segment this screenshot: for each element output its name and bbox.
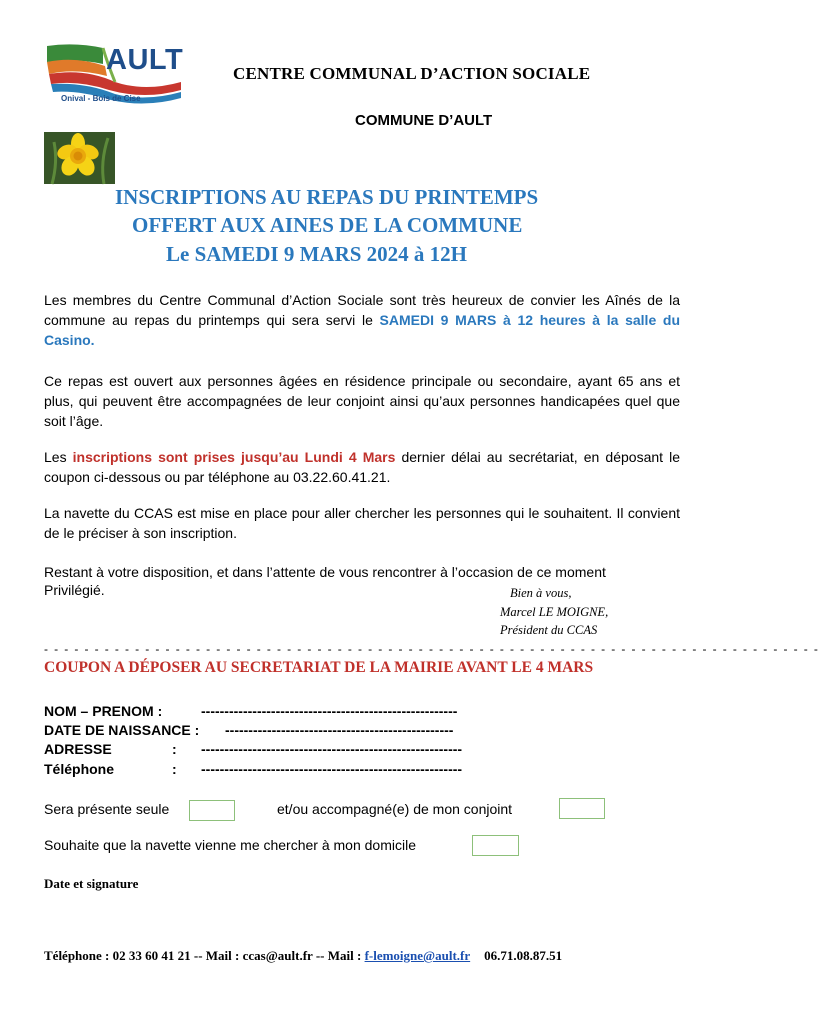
signature-name: Marcel LE MOIGNE, bbox=[500, 605, 609, 619]
phone-colon: : bbox=[172, 761, 177, 777]
shuttle-request-label: Souhaite que la navette vienne me chercher à mon domicile bbox=[44, 837, 416, 853]
cut-line-separator: - - - - - - - - - - - - - - - - - - - - - - - - - - - - - - - - - - - - - - - - - - - - - - - - - - - - - - - - - - - - - - - - - - - - - - - - - - - - - bbox=[44, 642, 819, 656]
logo-subtitle: Onival - Bois de Cise bbox=[61, 94, 141, 103]
daffodil-image bbox=[44, 132, 115, 184]
address-label: ADRESSE bbox=[44, 741, 112, 757]
email-link[interactable]: f-lemoigne@ault.fr bbox=[364, 948, 471, 963]
signature-greeting: Bien à vous, bbox=[510, 586, 572, 600]
closing-paragraph-end: Privilégié. bbox=[44, 582, 105, 598]
intro-paragraph bbox=[44, 290, 680, 350]
intro-text: Les membres du Centre Communal d’Action Sociale sont très heureux de convier les Aînés de la commune au repas du printemps qui sera servi le bbox=[44, 292, 680, 328]
footer-contacts: Téléphone : 02 33 60 41 21 -- Mail : ccas@ault.fr -- Mail : bbox=[44, 948, 365, 963]
registration-pre: Les bbox=[44, 449, 73, 465]
event-title-line-2: OFFERT AUX AINES DE LA COMMUNE bbox=[132, 213, 523, 237]
date-signature-label: Date et signature bbox=[44, 876, 139, 891]
registration-post: dernier délai au secrétariat, en déposant le coupon ci-dessous ou par téléphone au 03.22.60.41.21. bbox=[44, 449, 681, 485]
logo-wordmark: AULT bbox=[106, 44, 184, 76]
address-dashes: -------------------------------------------------------- bbox=[201, 741, 463, 757]
header-organization: CENTRE COMMUNAL D’ACTION SOCIALE bbox=[233, 64, 591, 83]
footer-mobile: 06.71.08.87.51 bbox=[484, 948, 563, 963]
eligibility-paragraph: Ce repas est ouvert aux personnes âgées en résidence principale ou secondaire, ayant 65 ans et plus, qui peuvent être accompagnées de leur conjoint ainsi qu’aux personnes handicapées quel que soit l’âge. bbox=[44, 373, 680, 429]
closing-paragraph: Restant à votre disposition, et dans l’attente de vous rencontrer à l’occasion de ce moment bbox=[44, 564, 606, 580]
shuttle-request-checkbox[interactable] bbox=[472, 835, 519, 856]
birthdate-dashes: ------------------------------------------------- bbox=[225, 722, 454, 738]
registration-paragraph bbox=[44, 447, 680, 487]
birthdate-label: DATE DE NAISSANCE : bbox=[44, 722, 200, 738]
registration-deadline-highlight: inscriptions sont prises jusqu’au Lundi 4 Mars bbox=[72, 449, 396, 465]
name-label: NOM – PRENOM : bbox=[44, 703, 163, 719]
address-field[interactable] bbox=[44, 741, 463, 757]
phone-dashes: -------------------------------------------------------- bbox=[201, 761, 463, 777]
name-dashes: ------------------------------------------------------- bbox=[201, 703, 458, 719]
phone-field[interactable] bbox=[44, 761, 463, 777]
shuttle-paragraph: La navette du CCAS est mise en place pour aller chercher les personnes qui le souhaitent. Il convient de le préciser à son inscription. bbox=[44, 505, 680, 541]
address-colon: : bbox=[172, 741, 177, 757]
event-date-title: Le SAMEDI 9 MARS 2024 à 12H bbox=[166, 242, 468, 266]
attend-with-partner-checkbox[interactable] bbox=[559, 798, 605, 819]
birthdate-field[interactable] bbox=[44, 722, 454, 738]
header-commune: COMMUNE D’AULT bbox=[355, 112, 493, 129]
coupon-title: COUPON A DÉPOSER AU SECRETARIAT DE LA MAIRIE AVANT LE 4 MARS bbox=[44, 659, 594, 676]
phone-label: Téléphone bbox=[44, 761, 115, 777]
event-date-highlight: SAMEDI 9 MARS à 12 heures à la salle du Casino. bbox=[44, 312, 681, 348]
ault-logo bbox=[45, 42, 185, 110]
event-title-line-1: INSCRIPTIONS AU REPAS DU PRINTEMPS bbox=[115, 185, 539, 209]
signature-role: Président du CCAS bbox=[500, 623, 598, 637]
attend-alone-checkbox[interactable] bbox=[189, 800, 235, 821]
contact-footer bbox=[44, 948, 562, 964]
attend-alone-label: Sera présente seule bbox=[44, 801, 170, 817]
name-field[interactable] bbox=[44, 703, 458, 719]
attend-with-partner-label: et/ou accompagné(e) de mon conjoint bbox=[277, 801, 513, 817]
